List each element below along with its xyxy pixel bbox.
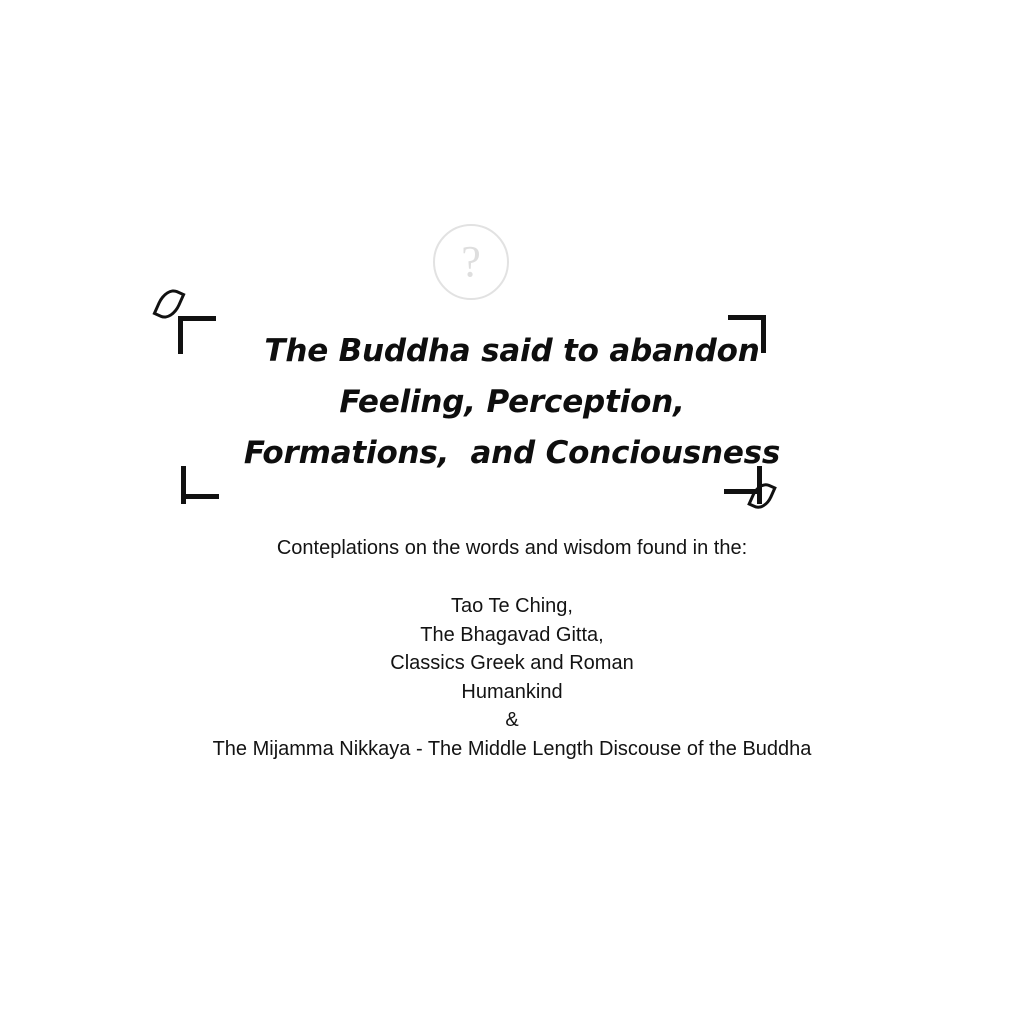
source-item: The Mijamma Nikkaya - The Middle Length Discouse of the Buddha [212,737,812,760]
subtitle: Conteplations on the words and wisdom found in the: [276,537,748,559]
source-list [0,592,1024,763]
title-line-3: Formations, and Conciousness [243,435,781,471]
question-mark-placeholder-icon [433,224,509,300]
source-item: & [505,709,519,731]
title-line-2: Feeling, Perception, [339,384,685,420]
source-item: Classics Greek and Roman [390,652,634,674]
watermark-glyph: ? [461,237,481,286]
page-title [0,326,1024,479]
source-item: The Bhagavad Gitta, [420,623,604,646]
source-item: Humankind [461,680,563,703]
bracket-arm-horizontal [178,316,216,321]
source-item: Tao Te Ching, [451,595,573,617]
title-line-1: The Buddha said to abandon [264,333,760,369]
bracket-arm-horizontal [181,494,219,499]
